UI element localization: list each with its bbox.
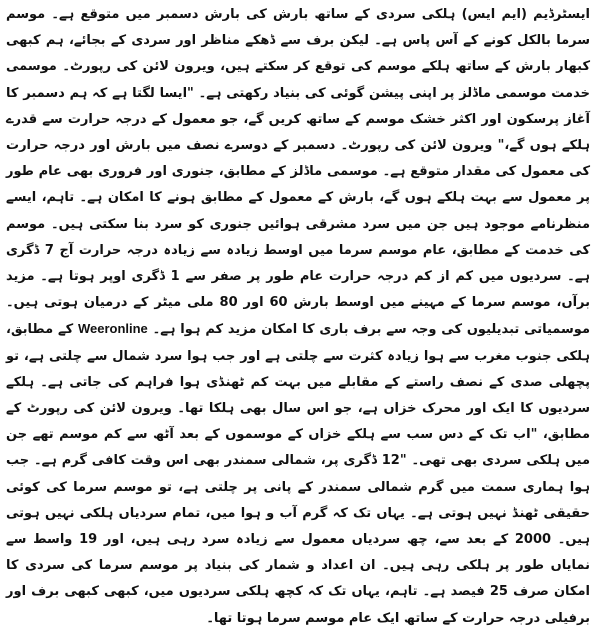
weeronline-brand-name: Weeronline bbox=[77, 321, 148, 337]
article-text-part-2: کے مطابق، ہلکی جنوب مغرب سے ہوا زیادہ کثرت سے چلتی ہے اور جب ہوا سرد شمال سے چلتی ہے، تو پچھلی صدی کے نصف راستے کے مقابلے میں بہت کم ٹھنڈی ہوا فراہم کی جاتی ہے۔ ہلکے سردیوں کا ایک اور محرک خزاں ہے، جو اس سال بھی ہلکا تھا۔ ویرون لائن کی رپورٹ کے مطابق، "اب تک کے دس سب سے ہلکے خزاں کے موسموں کے بعد آٹھ سے کم موسم تھے جن میں ہلکی سردی بھی تھی۔ "12 ڈگری پر، شمالی سمندر بھی اس وقت کافی گرم ہے۔ جب ہوا ہماری سمت میں گرم شمالی سمندر کے پانی پر چلتی ہے، تو موسم سرما کی کوئی حقیقی ٹھنڈ نہیں ہوتی ہے۔ یہاں تک کہ گرم آب و ہوا میں، تمام سردیاں ہلکی نہیں ہوتی ہیں۔ 2000 کے بعد سے، چھ سردیاں معمول سے زیادہ سرد رہی ہیں، اور 19 واسط سے نمایاں طور پر ہلکی رہی ہیں۔ ان اعداد و شمار کی بنیاد پر موسم سرما کی سردی کا امکان صرف 25 فیصد ہے۔ تاہم، یہاں تک کہ کچھ ہلکی سردیوں میں، کبھی کبھی برف اور برفیلی درجہ حرارت کے ساتھ ایک عام موسم سرما ہوتا تھا۔ bbox=[6, 322, 591, 626]
article-text-part-1: ایسٹرڈیم (ایم ایس) ہلکی سردی کے ساتھ بارش کی بارش دسمبر میں متوقع ہے۔ موسم سرما بالکل کونے کے آس پاس ہے۔ لیکن برف سے ڈھکے مناظر اور سردی کے بجائے، ہم کبھی کبھار بارش کے ساتھ ہلکے موسم کی توقع کر سکتے ہیں، ویرون لائن کی رپورٹ۔ موسمی خدمت موسمی ماڈلز پر اپنی پیشن گوئی کی بنیاد رکھتی ہے۔ "ایسا لگتا ہے کہ ہم دسمبر کا آغاز پرسکون اور اکثر خشک موسم کے ساتھ کریں گے، جو معمول کے درجہ حرارت سے قدرے ہلکے ہوں گے،" ویرون لائن کی رپورٹ۔ دسمبر کے دوسرے نصف میں بارش اور درجہ حرارت کی معمول کی مقدار متوقع ہے۔ موسمی ماڈلز کے مطابق، جنوری اور فروری بھی عام طور پر معمول سے بہت ہلکے ہوں گے، بارش کے معمول کے مطابق ہونے کا امکان ہے۔ تاہم، ایسے منظرنامے موجود ہیں جن میں سرد مشرقی ہوائیں جنوری کو سرد بنا سکتی ہیں۔ موسم کی خدمت کے مطابق، عام موسم سرما میں اوسط زیادہ سے زیادہ درجہ حرارت آج 7 ڈگری ہے۔ سردیوں میں کم از کم درجہ حرارت عام طور پر صفر سے 1 ڈگری اوپر ہوتا ہے۔ مزید برآں، موسم سرما کے مہینے میں اوسط بارش 60 اور 80 ملی میٹر کے درمیان ہوتی ہیں۔ موسمیاتی تبدیلیوں کی وجہ سے برف باری کا امکان مزید کم ہوا ہے۔ bbox=[6, 7, 590, 338]
article-body bbox=[6, 2, 590, 632]
